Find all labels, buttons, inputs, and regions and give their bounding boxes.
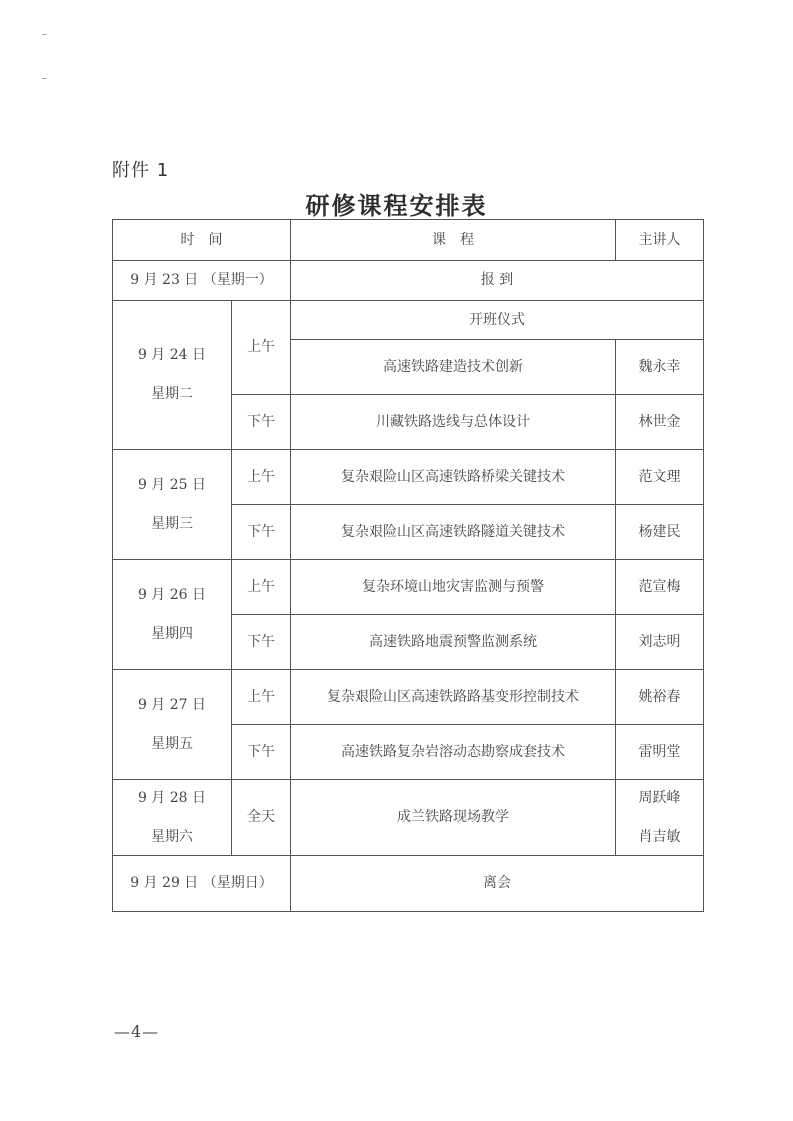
d24-am: 上午: [232, 301, 291, 395]
d28-weekday: 星期六: [151, 828, 193, 845]
d26-weekday: 星期四: [151, 625, 193, 642]
d27-am-course: 复杂艰险山区高速铁路路基变形控制技术: [291, 670, 616, 725]
d27-pm: 下午: [232, 725, 291, 780]
d25-am: 上午: [232, 450, 291, 505]
header-course: 课 程: [291, 220, 616, 261]
header-time: 时 间: [113, 220, 291, 261]
d25-date: 9 月 25 日: [137, 476, 207, 493]
d27-pm-lecturer: 雷明堂: [616, 725, 704, 780]
d26-am-course: 复杂环境山地灾害监测与预警: [291, 560, 616, 615]
d25-day-cell: [113, 450, 232, 560]
d28-course: 成兰铁路现场教学: [291, 780, 616, 856]
table-row-d25-am: [113, 450, 704, 505]
arrival-date: 9 月 23 日 （星期一）: [113, 261, 291, 301]
d24-day-cell: [113, 301, 232, 450]
departure-date: 9 月 29 日 （星期日）: [113, 856, 291, 912]
d28-lecturer-2: 肖吉敏: [638, 828, 681, 845]
d28-period: 全天: [232, 780, 291, 856]
d24-date: 9 月 24 日: [137, 347, 207, 364]
scan-mark: [42, 78, 47, 79]
header-lecturer: 主讲人: [616, 220, 704, 261]
d27-date: 9 月 27 日: [137, 696, 207, 713]
schedule-table: [112, 219, 704, 912]
d28-day-cell: [113, 780, 232, 856]
d25-am-lecturer: 范文理: [616, 450, 704, 505]
d26-pm: 下午: [232, 615, 291, 670]
table-row-d26-am: [113, 560, 704, 615]
table-row-departure: [113, 856, 704, 912]
d24-weekday: 星期二: [151, 386, 193, 402]
attachment-label: 附件 1: [112, 160, 170, 181]
d26-day-cell: [113, 560, 232, 670]
d24-pm-course: 川藏铁路选线与总体设计: [291, 395, 616, 450]
d25-am-course: 复杂艰险山区高速铁路桥梁关键技术: [291, 450, 616, 505]
table-header-row: [113, 220, 704, 261]
d24-opening: 开班仪式: [291, 301, 704, 340]
d24-am-lecturer: 魏永幸: [616, 340, 704, 395]
d24-pm: 下午: [232, 395, 291, 450]
page-title: 研修课程安排表: [305, 191, 488, 220]
d28-lecturers: [616, 780, 704, 856]
d25-pm: 下午: [232, 505, 291, 560]
d28-date: 9 月 28 日: [137, 789, 207, 806]
page-number: —4—: [114, 1022, 160, 1041]
d25-weekday: 星期三: [151, 515, 193, 532]
d24-pm-lecturer: 林世金: [616, 395, 704, 450]
departure-course: 离会: [291, 856, 704, 912]
d26-pm-course: 高速铁路地震预警监测系统: [291, 615, 616, 670]
d25-pm-lecturer: 杨建民: [616, 505, 704, 560]
d28-lecturer-1: 周跃峰: [638, 789, 681, 806]
d27-pm-course: 高速铁路复杂岩溶动态勘察成套技术: [291, 725, 616, 780]
table-row-arrival: [113, 261, 704, 301]
d27-weekday: 星期五: [151, 735, 193, 752]
d26-pm-lecturer: 刘志明: [616, 615, 704, 670]
d27-am: 上午: [232, 670, 291, 725]
arrival-course: 报 到: [291, 261, 704, 301]
d24-am-course: 高速铁路建造技术创新: [291, 340, 616, 395]
table-row-d28: [113, 780, 704, 856]
d26-date: 9 月 26 日: [137, 586, 207, 603]
d27-am-lecturer: 姚裕春: [616, 670, 704, 725]
d26-am-lecturer: 范宣梅: [616, 560, 704, 615]
d27-day-cell: [113, 670, 232, 780]
d26-am: 上午: [232, 560, 291, 615]
table-row-d24-opening: [113, 301, 704, 340]
scan-mark: [42, 34, 47, 35]
d25-pm-course: 复杂艰险山区高速铁路隧道关键技术: [291, 505, 616, 560]
table-row-d27-am: [113, 670, 704, 725]
